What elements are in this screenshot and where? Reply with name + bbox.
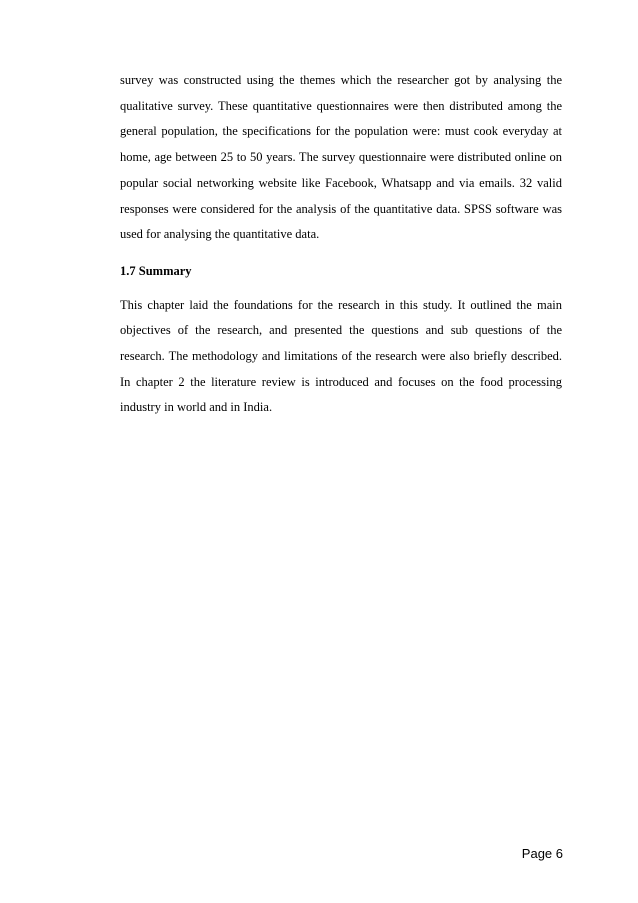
section-heading: 1.7 Summary: [120, 263, 192, 278]
body-paragraph-methodology: survey was constructed using the themes which the researcher got by analysing the qualitative survey. These quantitative questionnaires were then distributed among the general population, the specifications for the population were: must cook everyday at home, age between 25 to 50 years. The survey questionnaire were distributed online on popular social networking website like Facebook, Whatsapp and via emails. 32 valid responses were considered for the analysis of the quantitative data. SPSS software was used for analysing the quantitative data.: [120, 73, 562, 242]
body-paragraph-summary: This chapter laid the foundations for the research in this study. It outlined the main objectives of the research, and presented the questions and sub questions of the research. The methodology and limitations of the research were also briefly described. In chapter 2 the literature review is introduced and focuses on the food processing industry in world and in India.: [120, 297, 562, 415]
page-body: [120, 68, 562, 421]
page-number: Page 6: [521, 846, 563, 861]
